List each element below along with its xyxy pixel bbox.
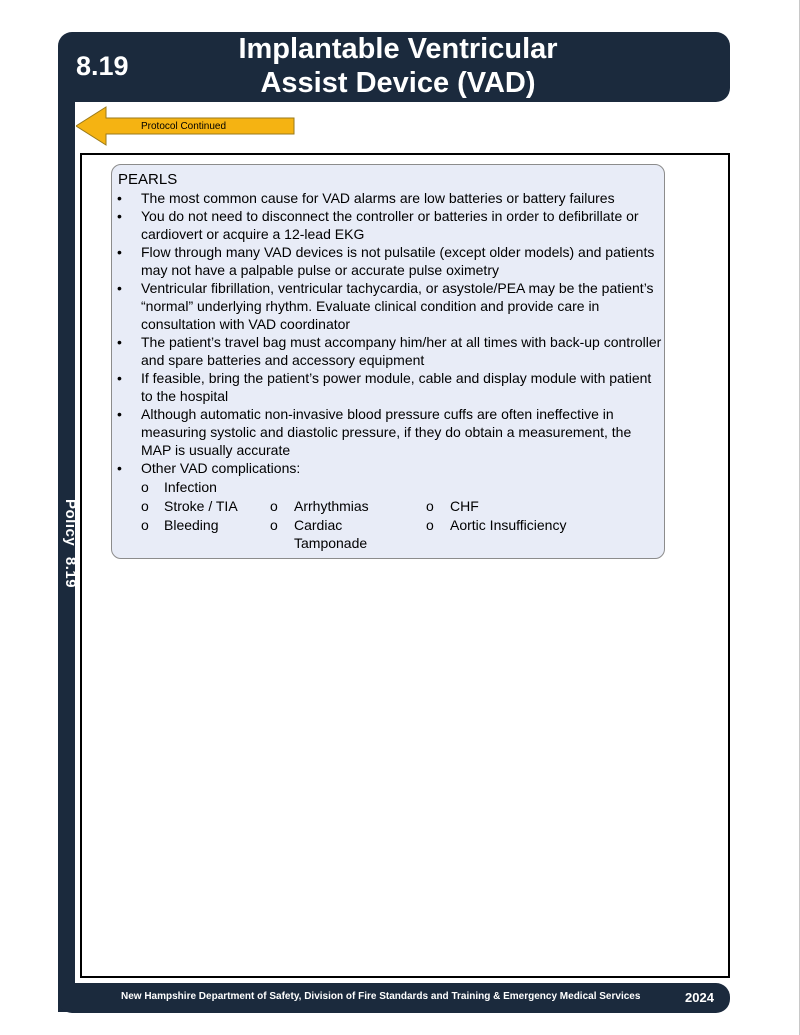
sub-bullet-icon: o (141, 498, 149, 514)
sub-bullet-icon: o (141, 479, 149, 495)
list-item: • Other VAD complications: (115, 459, 663, 477)
list-item: • The most common cause for VAD alarms are low batteries or battery failures (115, 189, 663, 207)
page-footer (58, 983, 730, 1013)
sub-bullet-icon: o (270, 517, 278, 533)
list-item: • Flow through many VAD devices is not pulsatile (except older models) and patients may not have a palpable pulse or accurate pulse oximetry (115, 243, 663, 279)
sub-bullet-icon: o (141, 517, 149, 533)
complication-bleeding: Bleeding (164, 517, 219, 533)
pearls-list (115, 189, 663, 477)
sidebar-policy-label: Policy 8.19 (62, 499, 79, 589)
complication-arrhythmias: Arrhythmias (294, 498, 369, 514)
sub-bullet-icon: o (270, 498, 278, 514)
complication-chf: CHF (450, 498, 479, 514)
footer-year: 2024 (685, 990, 714, 1005)
protocol-continued-link[interactable]: Protocol Continued (141, 121, 227, 132)
list-item: • The patient’s travel bag must accompany him/her at all times with back-up controller and spare batteries and accessory equipment (115, 333, 663, 369)
title-line-1: Implantable Ventricular (238, 33, 558, 65)
sub-bullet-icon: o (426, 498, 434, 514)
footer-organization: New Hampshire Department of Safety, Division of Fire Standards and Training & Emergency Medical Services (121, 991, 641, 1002)
complication-stroke: Stroke / TIA (164, 498, 238, 514)
complication-tamponade: Cardiac Tamponade (294, 517, 368, 551)
page-header (58, 32, 730, 102)
list-item: • Ventricular fibrillation, ventricular tachycardia, or asystole/PEA may be the patient’s “normal” underlying rhythm. Evaluate clinical condition and provide care in consultation with VAD coordinator (115, 279, 663, 333)
pearls-heading: PEARLS (118, 171, 178, 188)
page-title (188, 32, 608, 100)
sub-bullet-icon: o (426, 517, 434, 533)
list-item: • You do not need to disconnect the controller or batteries in order to defibrillate or cardiovert or acquire a 12-lead EKG (115, 207, 663, 243)
complication-infection: Infection (164, 479, 217, 495)
protocol-number: 8.19 (76, 51, 129, 81)
complication-aortic: Aortic Insufficiency (450, 517, 567, 533)
title-line-2: Assist Device (VAD) (260, 67, 536, 99)
list-item: • If feasible, bring the patient’s power module, cable and display module with patient to the hospital (115, 369, 663, 405)
list-item: • Although automatic non-invasive blood pressure cuffs are often ineffective in measuring systolic and diastolic pressure, if they do obtain a measurement, the MAP is usually accurate (115, 405, 663, 459)
